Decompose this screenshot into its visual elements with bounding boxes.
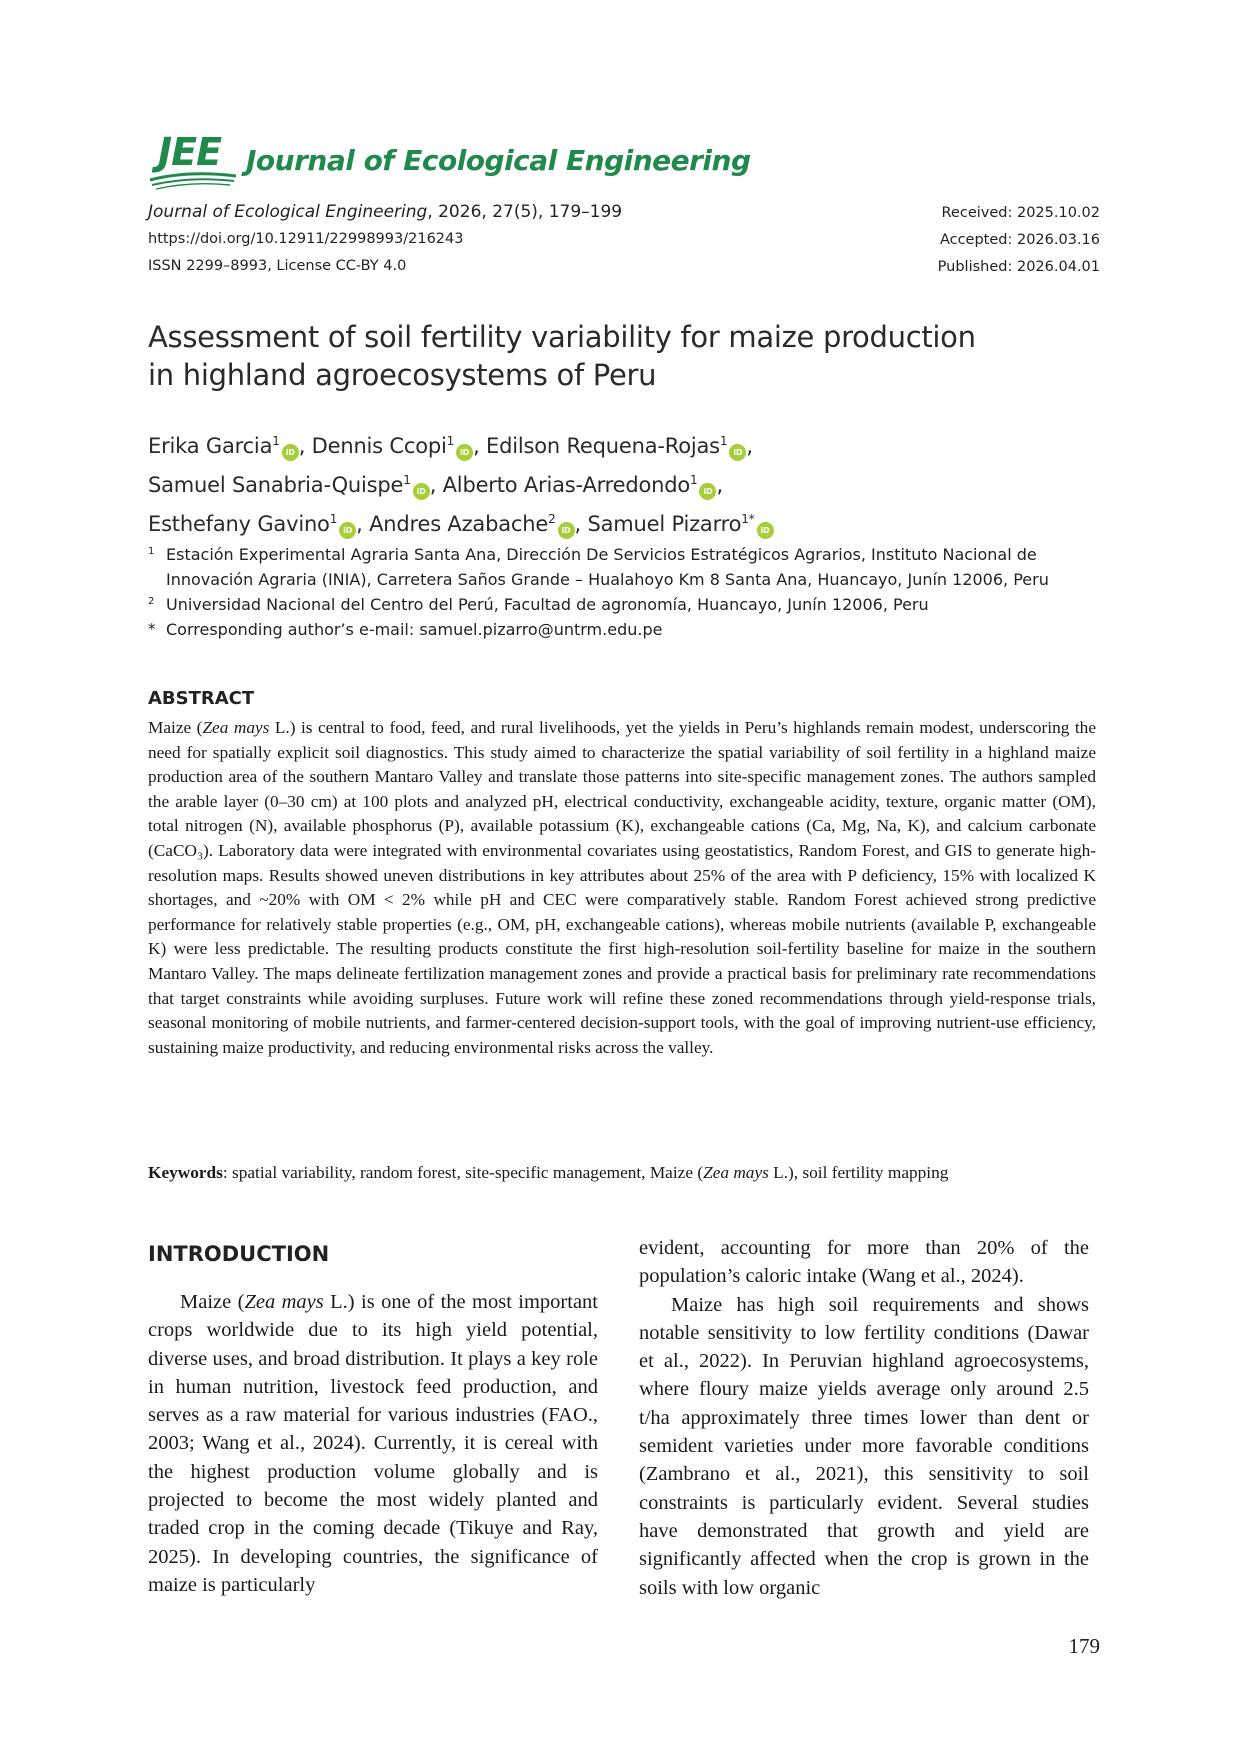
orcid-icon[interactable]: iD (757, 522, 774, 539)
dates-block (938, 200, 1100, 281)
author-separator: , (574, 512, 588, 536)
citation-journal: Journal of Ecological Engineering (148, 202, 428, 222)
abstract-text (148, 716, 1096, 1060)
jee-logo-mark (148, 130, 240, 190)
affiliations (148, 542, 1108, 642)
author-name: Edilson Requena-Rojas (486, 434, 720, 458)
affiliation-text: Estación Experimental Agraria Santa Ana, Dirección De Servicios Estratégicos Agrarios, Instituto Nacional de Innovación Agraria (INIA), Carretera Saños Grande – Hualahoyo Km 8 Santa Ana, Huancayo, Junín 12006, Peru (166, 545, 1049, 589)
author-name: Erika Garcia (148, 434, 273, 458)
orcid-icon[interactable]: iD (339, 522, 356, 539)
keywords-text: : spatial variability, random forest, site-specific management, Maize ( (222, 1163, 704, 1182)
logo-text: JEE (158, 130, 222, 174)
intro-paragraph: Maize has high soil requirements and shows notable sensitivity to low fertility conditions (Dawar et al., 2022). In Peruvian highland agroecosystems, where floury maize yields average only around 2.5 t/ha approximately three times lower than dent or semident varieties under more favorable conditions (Zambrano et al., 2021), this sensitivity to soil constraints is particularly evident. Several studies have demonstrated that growth and yield are significantly affected when the crop is grown in the soils with low organic (639, 1293, 1089, 1599)
orcid-icon[interactable]: iD (413, 483, 430, 500)
author-name: Esthefany Gavino (148, 512, 330, 536)
author-line-1 (148, 424, 1108, 463)
affiliation-mark: 2 (148, 596, 155, 607)
author-name: Samuel Sanabria-Quispe (148, 473, 404, 497)
issn-license: ISSN 2299–8993, License CC-BY 4.0 (148, 258, 407, 274)
intro-paragraph (148, 1288, 598, 1599)
intro-column-right (639, 1234, 1089, 1602)
journal-name: Journal of Ecological Engineering (246, 144, 751, 177)
introduction-heading: INTRODUCTION (148, 1242, 330, 1266)
author-name: Dennis Ccopi (311, 434, 447, 458)
author-affiliation: 1 (446, 434, 455, 448)
intro-column-left (148, 1288, 598, 1599)
author-separator: , (716, 473, 723, 497)
author-separator: , (746, 434, 753, 458)
abstract-part: Maize ( (148, 718, 203, 737)
author-affiliation: 1 (690, 473, 698, 487)
abstract-heading: ABSTRACT (148, 688, 255, 709)
author-affiliation: 1 (403, 473, 411, 487)
author-affiliation: 2 (548, 512, 556, 526)
author-affiliation: 1 (272, 434, 280, 448)
keywords-label: Keywords (148, 1163, 223, 1182)
affiliation-mark: * (148, 620, 156, 638)
species-name: Zea mays (703, 1163, 769, 1182)
title-line-2: in highland agroecosystems of Peru (148, 358, 657, 392)
species-name: Zea mays (244, 1291, 324, 1313)
orcid-icon[interactable]: iD (558, 522, 575, 539)
orcid-icon[interactable]: iD (729, 444, 746, 461)
orcid-icon[interactable]: iD (282, 444, 299, 461)
received-date: Received: 2025.10.02 (941, 205, 1100, 221)
species-name: Zea mays (202, 718, 270, 737)
orcid-icon[interactable]: iD (699, 483, 716, 500)
author-name: Samuel Pizarro (587, 512, 742, 536)
affiliation-item (148, 542, 1108, 592)
orcid-icon[interactable]: iD (456, 444, 473, 461)
accepted-date: Accepted: 2026.03.16 (939, 232, 1100, 248)
article-title (148, 318, 1108, 394)
author-line-3 (148, 502, 1108, 541)
keywords (148, 1161, 1108, 1185)
keywords-text: L.), soil fertility mapping (768, 1163, 949, 1182)
citation (148, 198, 622, 226)
affiliation-mark: 1 (148, 546, 155, 557)
journal-logo (148, 130, 751, 194)
abstract-part: L.) is central to food, feed, and rural livelihoods, yet the yields in Peru’s highlands remain modest, underscoring the need for spatially explicit soil diagnostics. This study aimed to characterize the spatial variability of soil fertility in a highland maize production area of the southern Mantaro Valley and translate those patterns into site-specific management zones. The authors sampled the arable layer (0–30 cm) at 100 plots and analyzed pH, electrical conductivity, exchangeable acidity, texture, organic matter (OM), total nitrogen (N), available phosphorus (P), available potassium (K), exchangeable cations (Ca, Mg, Na, K), and calcium carbonate (CaCO₃). Laboratory data were integrated with environmental covariates using geostatistics, Random Forest, and GIS to generate high-resolution maps. Results showed uneven distributions in key attributes about 25% of the area with P deficiency, 15% with localized K shortages, and ~20% with OM < 2% while pH and CEC were comparatively stable. Random Forest achieved strong predictive performance for relatively stable properties (e.g., OM, pH, exchangeable cations), whereas mobile nutrients (available P, exchangeable K) were less predictable. The resulting products constitute the first high-resolution soil-fertility baseline for maize in the southern Mantaro Valley. The maps delineate fertilization management zones and provide a practical basis for preliminary rate recommendations that target constraints while avoiding surpluses. Future work will refine these zoned recommendations through yield-response trials, seasonal monitoring of mobile nutrients, and farmer-centered decision-support tools, with the goal of improving nutrient-use efficiency, sustaining maize productivity, and reducing environmental risks across the valley. (148, 718, 1096, 1057)
author-separator: , (298, 434, 312, 458)
author-separator: , (429, 473, 443, 497)
doi-link[interactable]: https://doi.org/10.12911/22998993/216243 (148, 231, 464, 247)
intro-text: Maize ( (180, 1291, 245, 1313)
author-affiliation: 1 (329, 512, 338, 526)
citation-block (148, 198, 622, 280)
author-name: Alberto Arias-Arredondo (442, 473, 691, 497)
affiliation-text: Universidad Nacional del Centro del Perú, Facultad de agronomía, Huancayo, Junín 12006, Peru (166, 595, 929, 614)
author-list (148, 424, 1108, 541)
intro-text: L.) is one of the most important crops worldwide due to its high yield potential, diverse uses, and broad distribution. It plays a key role in human nutrition, livestock feed production, and serves as a raw material for various industries (FAO., 2003; Wang et al., 2024). Currently, it is cereal with the highest production volume globally and is projected to become the most widely planted and traded crop in the coming decade (Tikuye and Ray, 2025). In developing countries, the significance of maize is particularly (148, 1291, 599, 1596)
author-name: Andres Azabache (369, 512, 549, 536)
swoosh-icon (148, 168, 238, 190)
author-affiliation: 1 (719, 434, 728, 448)
affiliation-item (148, 592, 1108, 617)
citation-volume: , 2026, 27(5), 179–199 (427, 202, 623, 222)
corresponding-email[interactable]: Corresponding author’s e-mail: samuel.pizarro@untrm.edu.pe (166, 620, 663, 639)
author-separator: , (356, 512, 370, 536)
intro-paragraph: evident, accounting for more than 20% of the population’s caloric intake (Wang et al., 2024). (639, 1237, 1089, 1288)
corresponding-author (148, 617, 1108, 642)
author-separator: , (473, 434, 487, 458)
author-line-2 (148, 463, 1108, 502)
author-affiliation: 1* (741, 512, 755, 526)
page-number: 179 (1068, 1634, 1100, 1658)
title-line-1: Assessment of soil fertility variability for maize production (148, 320, 976, 354)
published-date: Published: 2026.04.01 (937, 259, 1100, 275)
